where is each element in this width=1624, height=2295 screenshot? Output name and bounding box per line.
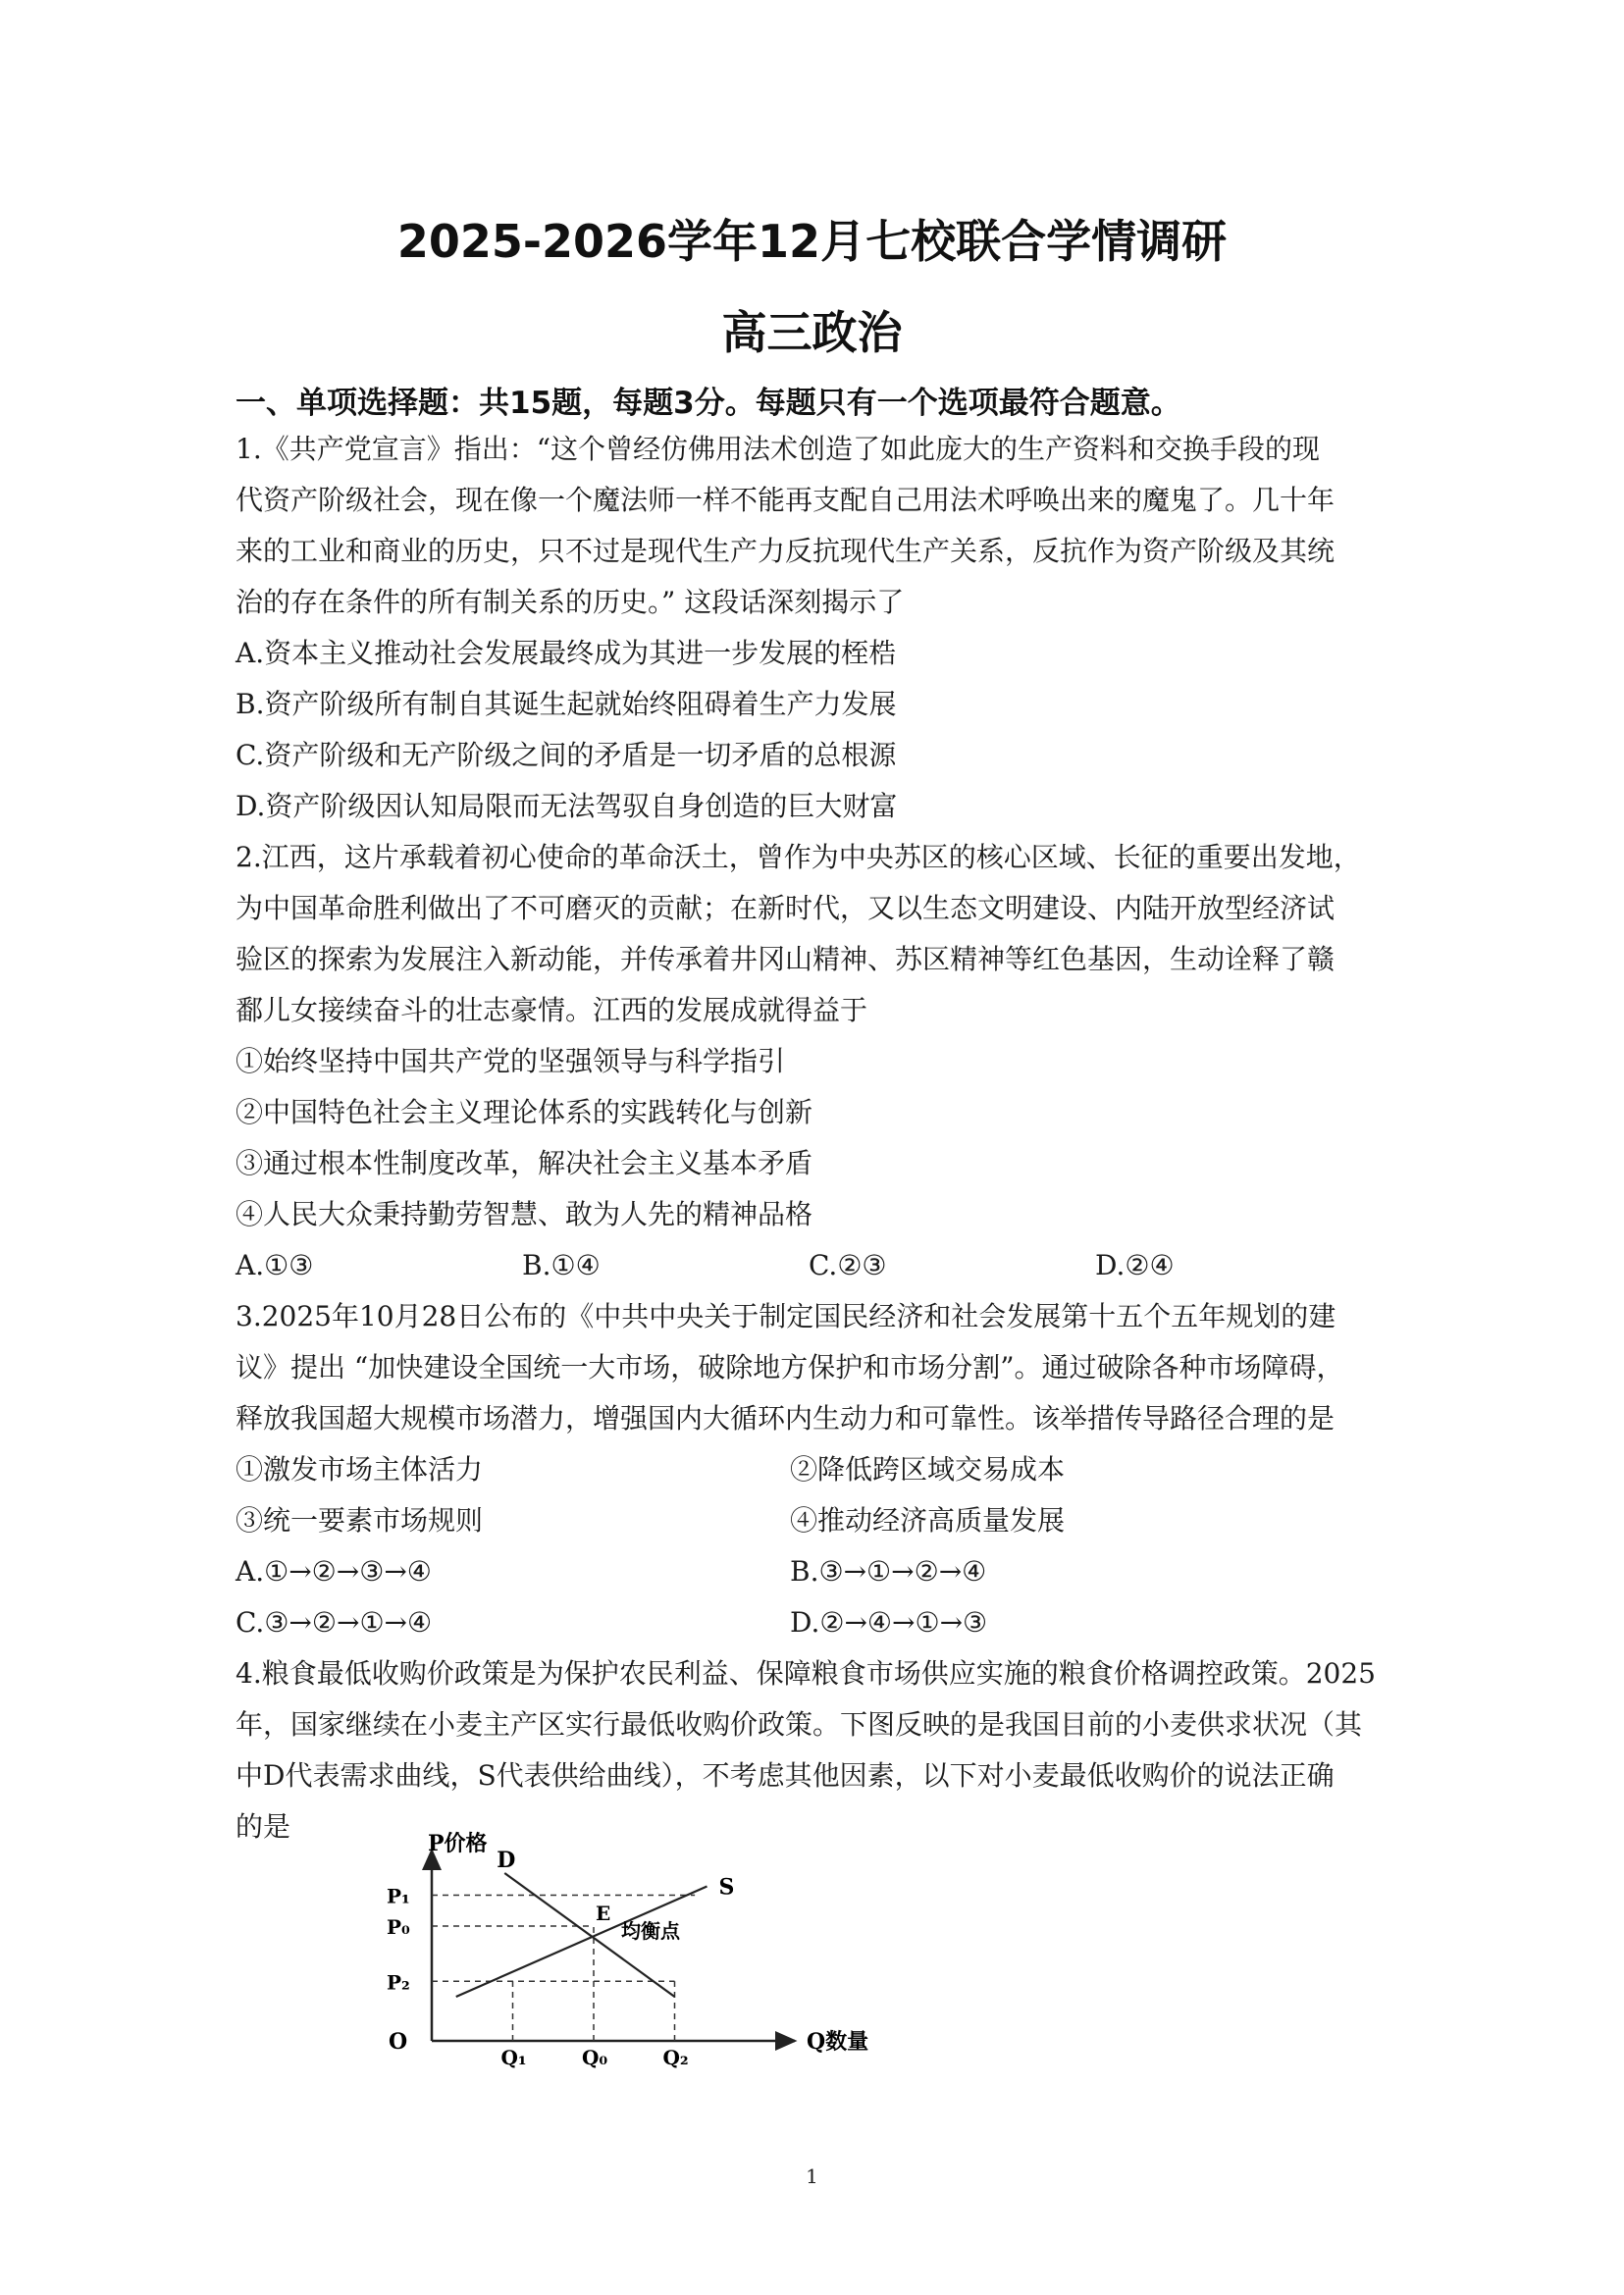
q3-option-a: A.①→②→③→④ bbox=[236, 1555, 432, 1588]
q2-option-d: D.②④ bbox=[1095, 1249, 1175, 1281]
q4-stem-line: 中D代表需求曲线，S代表供给曲线），不考虑其他因素，以下对小麦最低收购价的说法正确 bbox=[236, 1759, 1335, 1792]
y-tick-label: P₁ bbox=[387, 1884, 410, 1908]
q2-stem-line: 为中国革命胜利做出了不可磨灭的贡献；在新时代，又以生态文明建设、内陆开放型经济试 bbox=[236, 892, 1336, 924]
x-tick-label: Q₂ bbox=[662, 2046, 689, 2069]
q1-stem-line: 来的工业和商业的历史，只不过是现代生产力反抗现代生产关系，反抗作为资产阶级及其统 bbox=[236, 535, 1336, 567]
x-tick-label: Q₀ bbox=[582, 2046, 608, 2069]
q1-stem-line: 代资产阶级社会，现在像一个魔法师一样不能再支配自己用法术呼唤出来的魔鬼了。几十年 bbox=[236, 484, 1336, 516]
q1-option-b: B.资产阶级所有制自其诞生起就始终阻碍着生产力发展 bbox=[236, 688, 897, 720]
q2-item-4: ④人民大众秉持勤劳智慧、敢为人先的精神品格 bbox=[236, 1198, 813, 1230]
origin-label: O bbox=[389, 2029, 408, 2055]
q4-stem-line: 的是 bbox=[236, 1810, 291, 1843]
q4-stem-line: 年，国家继续在小麦主产区实行最低收购价政策。下图反映的是我国目前的小麦供求状况（其 bbox=[236, 1708, 1363, 1741]
q3-option-d: D.②→④→①→③ bbox=[790, 1606, 988, 1639]
q2-stem-line: 2.江西，这片承载着初心使命的革命沃土，曾作为中央苏区的核心区域、长征的重要出发地， bbox=[236, 841, 1361, 873]
q2-stem-line: 验区的探索为发展注入新动能，并传承着井冈山精神、苏区精神等红色基因，生动诠释了赣 bbox=[236, 943, 1336, 975]
supply-demand-chart bbox=[363, 1831, 913, 2069]
q1-stem-line: 治的存在条件的所有制关系的历史。” 这段话深刻揭示了 bbox=[236, 586, 905, 618]
x-tick-label: Q₁ bbox=[500, 2046, 527, 2069]
exam-subject: 高三政治 bbox=[721, 306, 903, 359]
q2-item-3: ③通过根本性制度改革，解决社会主义基本矛盾 bbox=[236, 1147, 813, 1179]
q2-item-2: ②中国特色社会主义理论体系的实践转化与创新 bbox=[236, 1096, 813, 1128]
q3-option-b: B.③→①→②→④ bbox=[790, 1555, 987, 1588]
q2-stem-line: 鄱儿女接续奋斗的壮志豪情。江西的发展成就得益于 bbox=[236, 994, 868, 1026]
q3-option-c: C.③→②→①→④ bbox=[236, 1606, 433, 1639]
y-axis-label: P价格 bbox=[428, 1831, 488, 1856]
page-number: 1 bbox=[806, 2165, 818, 2188]
q1-stem-line: 1.《共产党宣言》指出：“这个曾经仿佛用法术创造了如此庞大的生产资料和交换手段的现 bbox=[236, 433, 1321, 465]
curve-label-s: S bbox=[718, 1874, 735, 1901]
y-tick-label: P₀ bbox=[387, 1915, 410, 1939]
q2-option-b: B.①④ bbox=[522, 1249, 601, 1281]
x-axis-label: Q数量 bbox=[807, 2029, 869, 2055]
q3-stem-line: 释放我国超大规模市场潜力，增强国内大循环内生动力和可靠性。该举措传导路径合理的是 bbox=[236, 1402, 1336, 1434]
q3-item-2: ②降低跨区域交易成本 bbox=[790, 1453, 1066, 1486]
q3-stem-line: 议》提出 “加快建设全国统一大市场，破除地方保护和市场分割”。通过破除各种市场障碍， bbox=[236, 1351, 1344, 1383]
q1-option-a: A.资本主义推动社会发展最终成为其进一步发展的桎梏 bbox=[236, 637, 897, 669]
equilibrium-label: E bbox=[596, 1902, 611, 1925]
q1-option-c: C.资产阶级和无产阶级之间的矛盾是一切矛盾的总根源 bbox=[236, 739, 897, 771]
equilibrium-annotation: 均衡点 bbox=[621, 1919, 680, 1943]
q4-stem-line: 4.粮食最低收购价政策是为保护农民利益、保障粮食市场供应实施的粮食价格调控政策。2025 bbox=[236, 1657, 1376, 1690]
q3-stem-line: 3.2025年10月28日公布的《中共中央关于制定国民经济和社会发展第十五个五年规划的建 bbox=[236, 1300, 1336, 1332]
y-tick-label: P₂ bbox=[387, 1970, 410, 1995]
curve-label-d: D bbox=[497, 1848, 516, 1873]
q2-option-c: C.②③ bbox=[809, 1249, 887, 1281]
exam-title: 2025-2026学年12月七校联合学情调研 bbox=[396, 215, 1228, 268]
section-heading: 一、单项选择题：共15题，每题3分。每题只有一个选项最符合题意。 bbox=[236, 386, 1181, 421]
q3-item-3: ③统一要素市场规则 bbox=[236, 1504, 484, 1537]
q3-item-4: ④推动经济高质量发展 bbox=[790, 1504, 1066, 1537]
q2-item-1: ①始终坚持中国共产党的坚强领导与科学指引 bbox=[236, 1045, 786, 1077]
q3-item-1: ①激发市场主体活力 bbox=[236, 1453, 484, 1486]
q2-option-a: A.①③ bbox=[236, 1249, 314, 1281]
q1-option-d: D.资产阶级因认知局限而无法驾驭自身创造的巨大财富 bbox=[236, 790, 898, 822]
